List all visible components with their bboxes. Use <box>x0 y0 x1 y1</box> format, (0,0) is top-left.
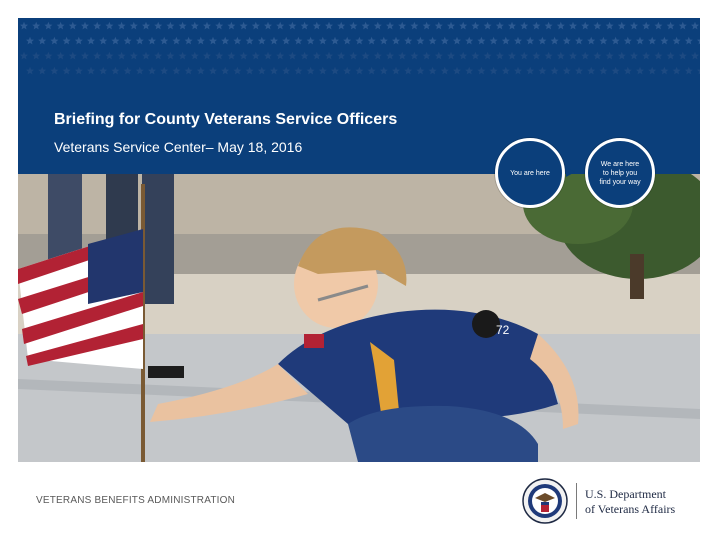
star-icon <box>630 52 638 60</box>
star-icon <box>374 22 382 30</box>
star-icon <box>697 37 700 45</box>
star-icon <box>203 22 211 30</box>
star-icon <box>179 22 187 30</box>
star-icon <box>313 22 321 30</box>
star-icon <box>618 52 626 60</box>
star-icon <box>514 67 522 75</box>
star-icon <box>57 22 65 30</box>
arrow-right-icon <box>566 167 575 177</box>
star-icon <box>648 67 656 75</box>
star-icon <box>685 67 693 75</box>
star-icon <box>215 22 223 30</box>
star-icon <box>551 37 559 45</box>
star-icon <box>111 37 119 45</box>
star-icon <box>416 37 424 45</box>
star-icon <box>148 37 156 45</box>
star-icon <box>386 52 394 60</box>
star-icon <box>105 52 113 60</box>
star-icon <box>569 22 577 30</box>
star-icon <box>87 37 95 45</box>
star-icon <box>508 22 516 30</box>
star-icon <box>435 52 443 60</box>
star-icon <box>362 52 370 60</box>
star-icon <box>331 37 339 45</box>
star-icon <box>154 52 162 60</box>
star-icon <box>264 22 272 30</box>
dept-name-line2: of Veterans Affairs <box>585 502 676 516</box>
star-icon <box>343 37 351 45</box>
star-icon <box>410 22 418 30</box>
star-icon <box>142 52 150 60</box>
star-icon <box>453 67 461 75</box>
star-icon <box>118 52 126 60</box>
star-icon <box>599 37 607 45</box>
star-icon <box>252 52 260 60</box>
star-icon <box>484 22 492 30</box>
star-icon <box>691 52 699 60</box>
star-icon <box>593 22 601 30</box>
star-icon <box>130 52 138 60</box>
star-icon <box>465 37 473 45</box>
star-icon <box>233 67 241 75</box>
star-icon <box>240 22 248 30</box>
star-icon <box>667 52 675 60</box>
star-icon <box>545 52 553 60</box>
star-icon <box>20 22 28 30</box>
star-icon <box>606 22 614 30</box>
star-icon <box>69 52 77 60</box>
star-icon <box>612 67 620 75</box>
star-icon <box>63 67 71 75</box>
star-icon <box>441 67 449 75</box>
star-icon <box>697 67 700 75</box>
star-icon <box>599 67 607 75</box>
star-icon <box>282 37 290 45</box>
star-icon <box>636 37 644 45</box>
star-icon <box>233 37 241 45</box>
star-icon <box>93 52 101 60</box>
star-icon <box>362 22 370 30</box>
star-icon <box>575 37 583 45</box>
star-icon <box>551 67 559 75</box>
star-icon <box>337 52 345 60</box>
star-icon <box>441 37 449 45</box>
star-icon <box>69 22 77 30</box>
star-icon <box>398 52 406 60</box>
star-icon <box>276 52 284 60</box>
star-icon <box>185 37 193 45</box>
star-icon <box>355 37 363 45</box>
star-icon <box>221 67 229 75</box>
star-icon <box>75 37 83 45</box>
star-icon <box>270 37 278 45</box>
svg-text:72: 72 <box>496 323 510 337</box>
star-icon <box>240 52 248 60</box>
star-icon <box>508 52 516 60</box>
star-icon <box>392 37 400 45</box>
star-icon <box>355 67 363 75</box>
star-icon <box>288 22 296 30</box>
star-icon <box>301 22 309 30</box>
star-icon <box>172 67 180 75</box>
star-icon <box>587 37 595 45</box>
star-icon <box>642 22 650 30</box>
star-icon <box>136 67 144 75</box>
star-icon <box>87 67 95 75</box>
star-icon <box>105 22 113 30</box>
star-icon <box>185 67 193 75</box>
star-icon <box>197 37 205 45</box>
star-icon <box>337 22 345 30</box>
star-icon <box>502 67 510 75</box>
star-icon <box>276 22 284 30</box>
star-icon <box>606 52 614 60</box>
star-icon <box>557 22 565 30</box>
star-icon <box>532 52 540 60</box>
star-icon <box>496 52 504 60</box>
star-icon <box>575 67 583 75</box>
you-are-here-callout: You are here <box>495 138 565 208</box>
star-icon <box>166 22 174 30</box>
star-icon <box>453 37 461 45</box>
star-icon <box>111 67 119 75</box>
star-icon <box>423 22 431 30</box>
star-icon <box>288 52 296 60</box>
star-icon <box>380 67 388 75</box>
star-icon <box>532 22 540 30</box>
scout-flag-image <box>18 174 700 462</box>
star-icon <box>624 37 632 45</box>
star-icon <box>386 22 394 30</box>
star-icon <box>264 52 272 60</box>
star-icon <box>404 67 412 75</box>
star-icon <box>587 67 595 75</box>
star-icon <box>313 52 321 60</box>
star-icon <box>32 22 40 30</box>
star-icon <box>612 37 620 45</box>
star-icon <box>685 37 693 45</box>
star-icon <box>416 67 424 75</box>
star-icon <box>294 67 302 75</box>
star-icon <box>392 67 400 75</box>
star-icon <box>520 52 528 60</box>
star-icon <box>477 67 485 75</box>
star-icon <box>581 22 589 30</box>
star-icon <box>368 37 376 45</box>
we-are-here-callout: We are here to help you find your way <box>585 138 655 208</box>
star-icon <box>203 52 211 60</box>
star-icon <box>191 52 199 60</box>
star-icon <box>118 22 126 30</box>
star-icon <box>227 52 235 60</box>
hero-photo <box>18 174 700 462</box>
star-icon <box>294 37 302 45</box>
star-icon <box>660 67 668 75</box>
star-icon <box>81 52 89 60</box>
star-icon <box>618 22 626 30</box>
star-icon <box>209 37 217 45</box>
star-icon <box>538 37 546 45</box>
footer-org-name: VETERANS BENEFITS ADMINISTRATION <box>36 495 236 506</box>
star-icon <box>191 22 199 30</box>
star-icon <box>538 67 546 75</box>
star-icon <box>282 67 290 75</box>
star-icon <box>673 67 681 75</box>
star-icon <box>38 37 46 45</box>
star-icon <box>490 67 498 75</box>
star-icon <box>307 67 315 75</box>
footer-divider <box>576 483 577 519</box>
star-icon <box>307 37 315 45</box>
star-icon <box>423 52 431 60</box>
star-icon <box>654 22 662 30</box>
star-icon <box>99 67 107 75</box>
star-icon <box>502 37 510 45</box>
star-icon <box>26 67 34 75</box>
star-icon <box>557 52 565 60</box>
star-icon <box>490 37 498 45</box>
star-icon <box>630 22 638 30</box>
star-icon <box>471 22 479 30</box>
star-icon <box>81 22 89 30</box>
star-icon <box>654 52 662 60</box>
star-icon <box>179 52 187 60</box>
star-icon <box>569 52 577 60</box>
dept-name-line1: U.S. Department <box>585 487 666 501</box>
star-icon <box>349 52 357 60</box>
star-icon <box>447 22 455 30</box>
star-icon <box>57 52 65 60</box>
star-icon <box>343 67 351 75</box>
star-icon <box>270 67 278 75</box>
star-icon <box>246 37 254 45</box>
star-icon <box>50 67 58 75</box>
star-icon <box>545 22 553 30</box>
star-icon <box>246 67 254 75</box>
star-icon <box>93 22 101 30</box>
star-icon <box>514 37 522 45</box>
star-icon <box>465 67 473 75</box>
star-icon <box>124 67 132 75</box>
star-icon <box>331 67 339 75</box>
va-seal-icon <box>522 478 568 524</box>
star-icon <box>496 22 504 30</box>
star-icon <box>429 67 437 75</box>
star-icon <box>215 52 223 60</box>
star-icon <box>459 52 467 60</box>
star-icon <box>563 37 571 45</box>
star-icon <box>319 67 327 75</box>
star-icon <box>398 22 406 30</box>
star-icon <box>209 67 217 75</box>
star-icon <box>130 22 138 30</box>
star-icon <box>581 52 589 60</box>
star-icon <box>380 37 388 45</box>
star-icon <box>301 52 309 60</box>
star-icon <box>20 52 28 60</box>
star-icon <box>429 37 437 45</box>
star-icon <box>142 22 150 30</box>
star-icon <box>410 52 418 60</box>
star-icon <box>526 37 534 45</box>
star-icon <box>349 22 357 30</box>
star-icon <box>63 37 71 45</box>
star-icon <box>459 22 467 30</box>
star-icon <box>258 37 266 45</box>
star-pattern <box>18 18 700 88</box>
star-icon <box>258 67 266 75</box>
star-icon <box>26 37 34 45</box>
star-icon <box>252 22 260 30</box>
star-icon <box>648 37 656 45</box>
star-icon <box>124 37 132 45</box>
star-icon <box>435 22 443 30</box>
star-icon <box>673 37 681 45</box>
star-icon <box>471 52 479 60</box>
star-icon <box>44 22 52 30</box>
star-icon <box>136 37 144 45</box>
star-icon <box>691 22 699 30</box>
star-icon <box>154 22 162 30</box>
star-icon <box>447 52 455 60</box>
star-icon <box>160 37 168 45</box>
star-icon <box>166 52 174 60</box>
star-icon <box>221 37 229 45</box>
star-icon <box>660 37 668 45</box>
star-icon <box>99 37 107 45</box>
star-icon <box>679 22 687 30</box>
star-icon <box>624 67 632 75</box>
star-icon <box>44 52 52 60</box>
star-icon <box>325 52 333 60</box>
star-icon <box>563 67 571 75</box>
star-icon <box>484 52 492 60</box>
star-icon <box>227 22 235 30</box>
star-icon <box>38 67 46 75</box>
slide-title: Briefing for County Veterans Service Officers <box>54 111 398 128</box>
slide-subtitle: Veterans Service Center– May 18, 2016 <box>54 139 303 155</box>
star-icon <box>325 22 333 30</box>
star-icon <box>404 37 412 45</box>
star-icon <box>160 67 168 75</box>
star-icon <box>148 67 156 75</box>
star-icon <box>642 52 650 60</box>
star-icon <box>593 52 601 60</box>
star-icon <box>477 37 485 45</box>
star-icon <box>50 37 58 45</box>
star-icon <box>172 37 180 45</box>
star-icon <box>679 52 687 60</box>
star-icon <box>520 22 528 30</box>
star-icon <box>319 37 327 45</box>
star-icon <box>374 52 382 60</box>
star-icon <box>32 52 40 60</box>
star-icon <box>526 67 534 75</box>
star-icon <box>636 67 644 75</box>
star-icon <box>667 22 675 30</box>
star-icon <box>75 67 83 75</box>
star-icon <box>368 67 376 75</box>
star-icon <box>197 67 205 75</box>
